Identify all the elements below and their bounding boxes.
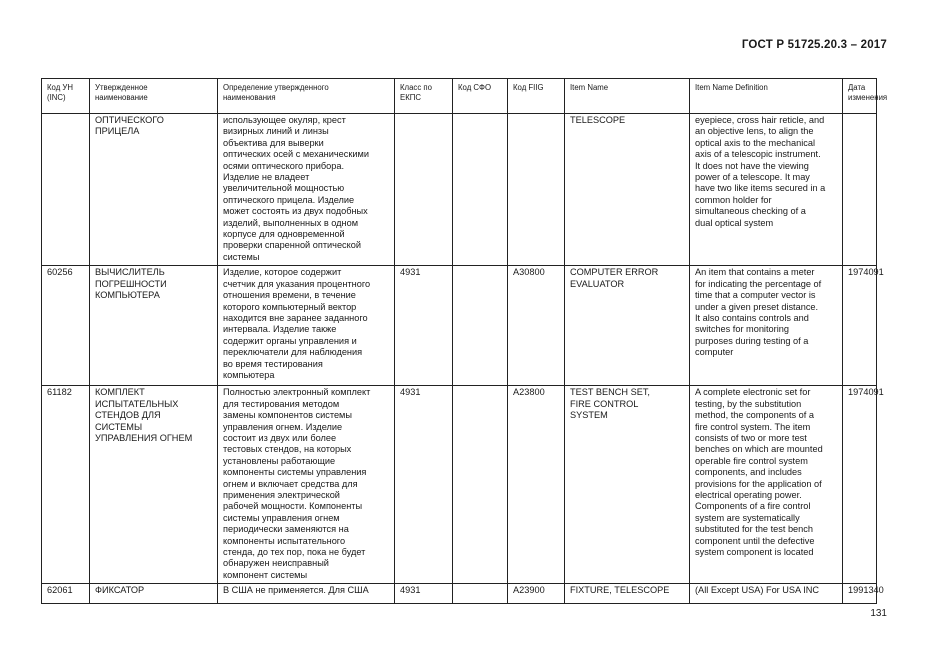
cell-text-line: ОПТИЧЕСКОГО bbox=[95, 115, 164, 125]
column-header-line: Код FIIG bbox=[513, 83, 544, 92]
cell-text-line: TELESCOPE bbox=[570, 115, 626, 125]
cell-text-line: тестовых стендов, на которых bbox=[223, 444, 352, 455]
cell-text-line: применения электрической bbox=[223, 489, 340, 500]
cell-text-line: компоненты испытательного bbox=[223, 535, 346, 546]
cell-text-line: ПРИЦЕЛА bbox=[95, 126, 140, 137]
cell-text-line: It also contains controls and bbox=[695, 312, 809, 323]
cell-text-line: time that a computer vector is bbox=[695, 290, 816, 301]
inc-code-cell bbox=[42, 114, 90, 266]
column-header-line: Item Name Definition bbox=[695, 83, 768, 92]
cell-text-line: корпусе для одновременной bbox=[223, 229, 345, 240]
cell-text-line: Полностью электронный комплект bbox=[223, 387, 371, 398]
cell-text-line: substituted for the test bench bbox=[695, 524, 813, 535]
inc-code-cell bbox=[42, 386, 90, 584]
column-header-line: Код СФО bbox=[458, 83, 492, 92]
cell-text-line: 1974091 bbox=[848, 387, 884, 398]
cell-text-line: переключатели для наблюдения bbox=[223, 347, 363, 358]
cell-text-line: operable fire control system bbox=[695, 455, 808, 466]
cell-text-line: component until the defective bbox=[695, 535, 815, 546]
cell-text-line: FIXTURE, TELESCOPE bbox=[570, 585, 670, 596]
cell-text-line: осями оптического прибора. bbox=[223, 160, 344, 171]
column-header-line: наименования bbox=[223, 93, 276, 102]
table-header-row bbox=[42, 79, 877, 114]
cell-text-line: simultaneous checking of a bbox=[695, 206, 806, 217]
cell-text-line: во время тестирования bbox=[223, 358, 323, 369]
cell-text-line: визирных линий и линзы bbox=[223, 126, 329, 137]
cell-text-line: axis of a telescopic instrument. bbox=[695, 149, 821, 160]
cell-text-line: A30800 bbox=[513, 267, 545, 278]
cell-text-line: проверки спаренной оптической bbox=[223, 240, 362, 251]
cell-text-line: периодически заменяются на bbox=[223, 524, 349, 535]
column-header-line: Утвержденное bbox=[95, 83, 148, 92]
cell-text-line: fire control system. The item bbox=[695, 421, 811, 432]
table-body bbox=[42, 114, 884, 604]
cell-text-line: system are systematically bbox=[695, 512, 800, 523]
cell-text-line: power of a telescope. It may bbox=[695, 172, 810, 183]
approved-name-cell bbox=[90, 386, 218, 584]
table-row bbox=[42, 114, 877, 266]
class-cell bbox=[395, 386, 453, 584]
cell-text-line: может состоять из двух подобных bbox=[223, 206, 368, 217]
cell-text-line: Изделие не владеет bbox=[223, 172, 310, 183]
item-name-cell bbox=[565, 386, 690, 584]
cell-text-line: common holder for bbox=[695, 194, 772, 205]
cell-text-line: COMPUTER ERROR bbox=[570, 267, 659, 278]
cell-text-line: under a given preset distance. bbox=[695, 301, 819, 312]
column-header bbox=[42, 79, 90, 114]
cell-text-line: A complete electronic set for bbox=[695, 387, 811, 398]
column-header-line: Дата bbox=[848, 83, 866, 92]
class-cell bbox=[395, 584, 453, 604]
column-header-line: ЕКПС bbox=[400, 93, 421, 102]
cell-text-line: have two like items secured in a bbox=[695, 183, 826, 194]
class-cell bbox=[395, 114, 453, 266]
cell-text-line: benches on which are mounted bbox=[695, 444, 823, 455]
change-date-cell bbox=[843, 114, 877, 266]
cell-text-line: 4931 bbox=[400, 387, 421, 398]
definition-cell bbox=[218, 266, 395, 386]
cell-text-line: 60256 bbox=[47, 267, 73, 278]
cell-text-line: счетчик для указания процентного bbox=[223, 278, 371, 289]
cell-text-line: ИСПЫТАТЕЛЬНЫХ bbox=[95, 398, 179, 409]
approved-name-cell bbox=[90, 266, 218, 386]
cell-text-line: electrical operating power. bbox=[695, 489, 802, 500]
table-row bbox=[42, 266, 877, 386]
approved-name-cell bbox=[90, 114, 218, 266]
cell-text-line: computer bbox=[695, 347, 734, 358]
cell-text-line: method, the components of a bbox=[695, 410, 815, 421]
document-title: ГОСТ Р 51725.20.3 – 2017 bbox=[741, 39, 887, 51]
cell-text-line: находится вне заранее заданного bbox=[223, 312, 368, 323]
column-header-line: изменения bbox=[848, 93, 888, 102]
sfo-code-cell bbox=[453, 266, 508, 386]
cell-text-line: стенда, до тех пор, пока не будет bbox=[223, 546, 366, 557]
definition-cell bbox=[218, 114, 395, 266]
cell-text-line: СИСТЕМЫ bbox=[95, 421, 143, 432]
cell-text-line: оптического прицела. Изделие bbox=[223, 194, 355, 205]
cell-text-line: SYSTEM bbox=[570, 410, 608, 421]
table-row bbox=[42, 584, 877, 604]
cell-text-line: огнем и включает средства для bbox=[223, 478, 358, 489]
fiig-code-cell bbox=[508, 386, 565, 584]
column-header-line: Item Name bbox=[570, 83, 609, 92]
cell-text-line: 62061 bbox=[47, 585, 73, 596]
approved-name-cell bbox=[90, 584, 218, 604]
column-header-line: Код УН bbox=[47, 83, 74, 92]
fiig-code-cell bbox=[508, 114, 565, 266]
column-header-line: (INC) bbox=[47, 93, 66, 102]
cell-text-line: EVALUATOR bbox=[570, 278, 625, 289]
cell-text-line: отношения времени, в течение bbox=[223, 290, 356, 301]
cell-text-line: 61182 bbox=[47, 387, 72, 398]
cell-text-line: provisions for the application of bbox=[695, 478, 822, 489]
cell-text-line: Изделие, которое содержит bbox=[223, 267, 342, 278]
cell-text-line: system component is located bbox=[695, 546, 814, 557]
cell-text-line: FIRE CONTROL bbox=[570, 398, 639, 409]
page-number: 131 bbox=[870, 608, 887, 619]
cell-text-line: optical axis to the mechanical bbox=[695, 137, 816, 148]
cell-text-line: for indicating the percentage of bbox=[695, 278, 822, 289]
cell-text-line: eyepiece, cross hair reticle, and bbox=[695, 115, 825, 125]
item-name-cell bbox=[565, 584, 690, 604]
cell-text-line: оптических осей с механическими bbox=[223, 149, 369, 160]
column-header bbox=[690, 79, 843, 114]
cell-text-line: 4931 bbox=[400, 585, 421, 596]
sfo-code-cell bbox=[453, 114, 508, 266]
cell-text-line: управления огнем. Изделие bbox=[223, 421, 343, 432]
cell-text-line: компьютера bbox=[223, 369, 275, 380]
cell-text-line: В США не применяется. Для США bbox=[223, 585, 369, 596]
cell-text-line: увеличительной мощностью bbox=[223, 183, 345, 194]
cell-text-line: ВЫЧИСЛИТЕЛЬ bbox=[95, 267, 165, 278]
item-definition-cell bbox=[690, 584, 843, 604]
fiig-code-cell bbox=[508, 266, 565, 386]
cell-text-line: изделий, выполненных в одном bbox=[223, 217, 359, 228]
cell-text-line: It does not have the viewing bbox=[695, 160, 809, 171]
cell-text-line: 1991340 bbox=[848, 585, 884, 596]
cell-text-line: интервала. Изделие также bbox=[223, 324, 337, 335]
sfo-code-cell bbox=[453, 584, 508, 604]
cell-text-line: components, and includes bbox=[695, 467, 802, 478]
cell-text-line: purposes during testing of a bbox=[695, 335, 809, 346]
cell-text-line: A23900 bbox=[513, 585, 545, 596]
cell-text-line: 1974091 bbox=[848, 267, 884, 278]
cell-text-line: (All Except USA) For USA INC bbox=[695, 585, 820, 596]
cell-text-line: компоненты системы управления bbox=[223, 467, 367, 478]
cell-text-line: 4931 bbox=[400, 267, 421, 278]
cell-text-line: Components of a fire control bbox=[695, 501, 811, 512]
inc-code-cell bbox=[42, 584, 90, 604]
cell-text-line: ФИКСАТОР bbox=[95, 585, 145, 596]
inc-code-cell bbox=[42, 266, 90, 386]
column-header-line: Определение утвержденного bbox=[223, 83, 329, 92]
cell-text-line: КОМПЛЕКТ bbox=[95, 387, 145, 398]
cell-text-line: состоит из двух или более bbox=[223, 432, 337, 443]
column-header bbox=[218, 79, 395, 114]
cell-text-line: системы управления огнем bbox=[223, 512, 340, 523]
cell-text-line: замены компонентов системы bbox=[223, 410, 352, 421]
cell-text-line: an objective lens, to align the bbox=[695, 126, 814, 137]
cell-text-line: компонент системы bbox=[223, 569, 308, 580]
column-header bbox=[565, 79, 690, 114]
cell-text-line: TEST BENCH SET, bbox=[570, 387, 650, 398]
column-header-line: Класс по bbox=[400, 83, 432, 92]
column-header bbox=[843, 79, 888, 114]
cell-text-line: testing, by the substitution bbox=[695, 398, 802, 409]
cell-text-line: СТЕНДОВ ДЛЯ bbox=[95, 410, 161, 421]
cell-text-line: A23800 bbox=[513, 387, 545, 398]
fiig-code-cell bbox=[508, 584, 565, 604]
cell-text-line: обнаружен неисправный bbox=[223, 558, 329, 569]
change-date-cell bbox=[843, 584, 884, 604]
cell-text-line: системы bbox=[223, 251, 260, 262]
column-header bbox=[508, 79, 565, 114]
cell-text-line: switches for monitoring bbox=[695, 324, 789, 335]
item-name-cell bbox=[565, 114, 690, 266]
item-definition-cell bbox=[690, 114, 843, 266]
cell-text-line: установлены работающие bbox=[223, 455, 336, 466]
cell-text-line: ПОГРЕШНОСТИ bbox=[95, 278, 167, 289]
definition-cell bbox=[218, 386, 395, 584]
cell-text-line: содержит органы управления и bbox=[223, 335, 357, 346]
table-row bbox=[42, 386, 877, 584]
item-definition-cell bbox=[690, 266, 843, 386]
data-table bbox=[41, 78, 888, 604]
cell-text-line: dual optical system bbox=[695, 217, 774, 228]
change-date-cell bbox=[843, 386, 884, 584]
column-header bbox=[453, 79, 508, 114]
cell-text-line: которого компьютерный вектор bbox=[223, 301, 357, 312]
change-date-cell bbox=[843, 266, 884, 386]
item-definition-cell bbox=[690, 386, 843, 584]
cell-text-line: объектива для выверки bbox=[223, 137, 324, 148]
cell-text-line: УПРАВЛЕНИЯ ОГНЕМ bbox=[95, 432, 193, 443]
cell-text-line: рабочей мощности. Компоненты bbox=[223, 501, 363, 512]
cell-text-line: consists of two or more test bbox=[695, 432, 807, 443]
cell-text-line: для тестирования методом bbox=[223, 398, 340, 409]
class-cell bbox=[395, 266, 453, 386]
cell-text-line: КОМПЬЮТЕРА bbox=[95, 290, 160, 301]
definition-cell bbox=[218, 584, 395, 604]
item-name-cell bbox=[565, 266, 690, 386]
column-header-line: наименование bbox=[95, 93, 148, 102]
sfo-code-cell bbox=[453, 386, 508, 584]
cell-text-line: использующее окуляр, крест bbox=[223, 115, 346, 125]
column-header bbox=[395, 79, 453, 114]
cell-text-line: An item that contains a meter bbox=[695, 267, 815, 278]
column-header bbox=[90, 79, 218, 114]
